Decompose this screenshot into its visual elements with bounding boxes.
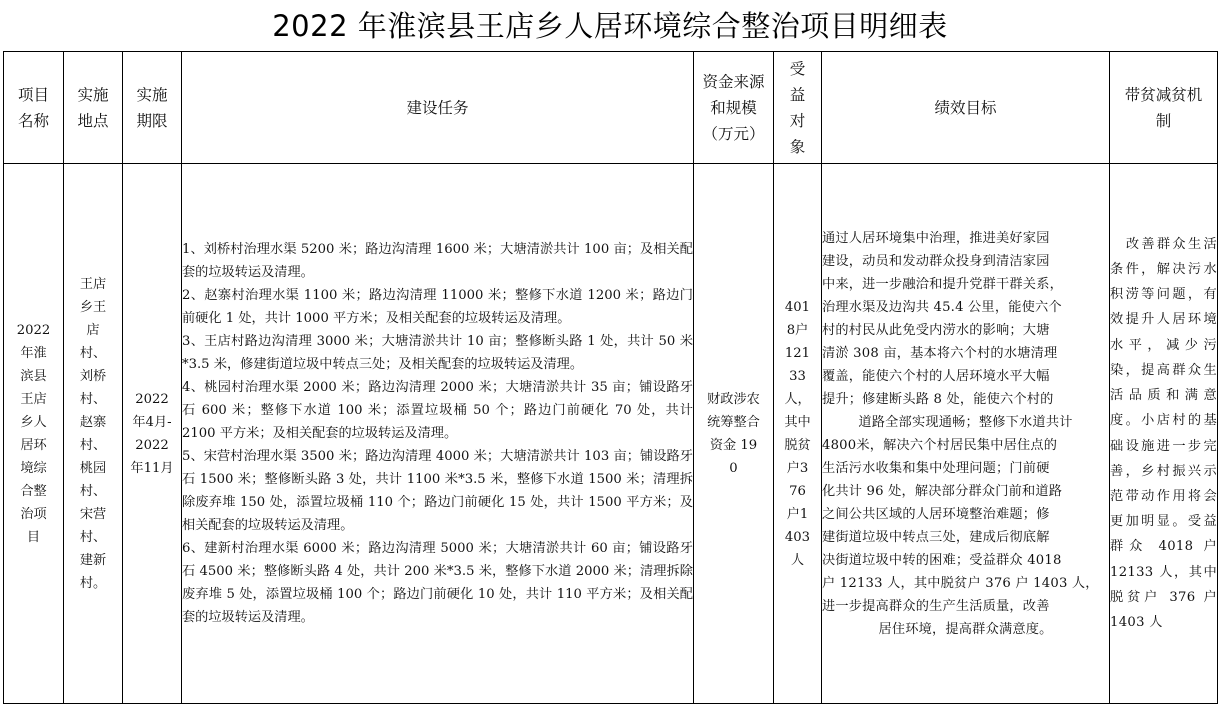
cell-performance <box>822 164 1110 704</box>
cell-tasks <box>182 164 694 704</box>
task-item: 6、建新村治理水渠 6000 米；路边沟清理 5000 米；大塘清淤共计 60 亩；铺设路牙石 4500 米；整修断头路 4 处，共计 200 米*3.5 米，整修下水道 2000 米；清理拆除废弃堆 5 处，添置垃圾桶 100 个；路边门前硬化 10 处，共计 110 平方米；及相关配套的垃圾转运及清理。 <box>182 541 693 625</box>
performance-line: 治理水渠及边沟共 45.4 公里，能使六个 <box>822 299 1062 315</box>
header-funding: 资金来源和规模（万元） <box>694 52 774 164</box>
performance-line: 通过人居环境集中治理，推进美好家园 <box>822 230 1050 246</box>
header-beneficiaries: 受益对象 <box>774 52 822 164</box>
table-header-row <box>4 52 1218 164</box>
table-row <box>4 164 1218 704</box>
task-item: 4、桃园村治理水渠 2000 米；路边沟清理 2000 米；大塘清淤共计 35 亩；铺设路牙石 600 米；整修下水道 100 米；添置垃圾桶 50 个；路边门前硬化 70 处，共计 2100 平方米；及相关配套的垃圾转运及清理。 <box>182 380 693 441</box>
cell-project-name: 2022年淮滨县王店乡人居环境综合整治项目 <box>4 164 64 704</box>
performance-line: 化共计 96 处，解决部分群众门前和道路 <box>822 483 1063 499</box>
cell-beneficiaries: 4018户12133人，其中脱贫户376户1403人 <box>774 164 822 704</box>
performance-line: 清淤 308 亩，基本将六个村的水塘清理 <box>822 345 1058 361</box>
performance-line: 进一步提高群众的生产生活质量，改善 <box>822 598 1050 614</box>
performance-line: 4800米，解决六个村居民集中居住点的 <box>822 437 1058 453</box>
performance-line: 提升；修建断头路 8 处，能使六个村的 <box>822 391 1054 407</box>
task-item: 2、赵寨村治理水渠 1100 米；路边沟清理 11000 米；整修下水道 1200 米；路边门前硬化 1 处，共计 1000 平方米；及相关配套的垃圾转运及清理。 <box>182 288 693 326</box>
cell-funding: 财政涉农统筹整合资金 190 <box>694 164 774 704</box>
performance-line: 覆盖，能使六个村的人居环境水平大幅 <box>822 368 1050 384</box>
performance-line: 建街道垃圾中转点三处，建成后彻底解 <box>822 529 1050 545</box>
header-poverty-mechanism: 带贫减贫机制 <box>1110 52 1218 164</box>
page-title: 2022 年淮滨县王店乡人居环境综合整治项目明细表 <box>272 9 948 43</box>
project-detail-table <box>3 51 1218 704</box>
task-item: 3、王店村路边沟清理 3000 米；大塘清淤共计 10 亩；整修断头路 1 处，共计 50 米*3.5 米，修建街道垃圾中转点三处；及相关配套的垃圾转运及清理。 <box>182 334 693 372</box>
performance-line: 村的村民从此免受内涝水的影响；大塘 <box>822 322 1050 338</box>
cell-period: 2022年4月-2022年11月 <box>123 164 182 704</box>
header-tasks: 建设任务 <box>182 52 694 164</box>
performance-line: 居住环境，提高群众满意度。 <box>878 621 1053 637</box>
performance-line: 户 12133 人，其中脱贫户 376 户 1403 人， <box>822 575 1099 591</box>
performance-line: 道路全部实现通畅；整修下水道共计 <box>858 414 1073 430</box>
performance-line: 建设，动员和发动群众投身到清洁家园 <box>822 253 1050 269</box>
task-item: 5、宋营村治理水渠 3500 米；路边沟清理 4000 米；大塘清淤共计 103 亩；铺设路牙石 1500 米；整修断头路 3 处，共计 1100 米*3.5 米，整修下水道 1500 米；清理拆除废弃堆 150 处，添置垃圾桶 110 个；路边门前硬化 15 处，共计 1500 平方米；及相关配套的垃圾转运及清理。 <box>182 449 693 533</box>
performance-line: 生活污水收集和集中处理问题；门前硬 <box>822 460 1050 476</box>
header-project-name: 项目名称 <box>4 52 64 164</box>
task-item: 1、刘桥村治理水渠 5200 米；路边沟清理 1600 米；大塘清淤共计 100 亩；及相关配套的垃圾转运及清理。 <box>182 242 693 280</box>
cell-poverty-mechanism: 改善群众生活条件，解决污水积涝等问题，有效提升人居环境水平，减少污染，提高群众生活品质和满意度。小店村的基础设施进一步完善，乡村振兴示范带动作用将会更加明显。受益群众 4018 户 12133 人，其中脱贫户 376 户 1403 人 <box>1110 164 1218 704</box>
cell-location: 王店乡王店村、刘桥村、赵寨村、桃园村、宋营村、建新村。 <box>64 164 123 704</box>
header-period: 实施期限 <box>123 52 182 164</box>
performance-line: 中来，进一步融洽和提升党群干群关系， <box>822 276 1063 292</box>
performance-line: 之间公共区域的人居环境整治难题；修 <box>822 506 1050 522</box>
performance-line: 决街道垃圾中转的困难；受益群众 4018 <box>822 552 1062 568</box>
header-performance: 绩效目标 <box>822 52 1110 164</box>
header-location: 实施地点 <box>64 52 123 164</box>
